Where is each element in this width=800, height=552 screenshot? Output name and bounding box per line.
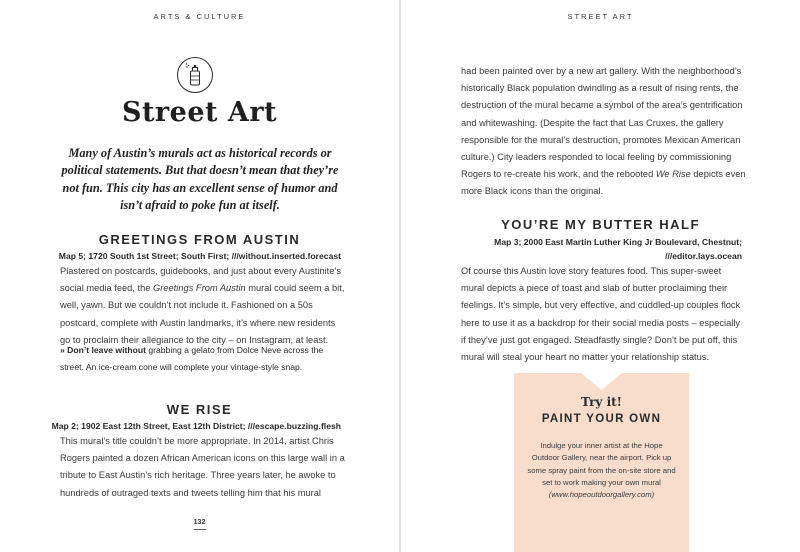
running-head-right: STREET ART (567, 12, 634, 21)
section-heading-greetings: GREETINGS FROM AUSTIN (98, 232, 301, 247)
box-notch (514, 373, 689, 391)
body-butter-half: Of course this Austin love story features food. This super-sweet mural depicts a piece of toast and slab of butter proclaiming their feelings. It’s simple, but very effective, and cuddled-up couples flock here to use it as a backdrop for their social media posts – especially if they’ve just got engaged. Steadfastly single? Don’t be put off, this mural will steal your heart no matter your relationship status. (461, 266, 741, 363)
try-it-label: Try it! (581, 395, 622, 409)
location-greetings: Map 5; 1720 South 1st Street; South First; ///without.inserted.forecast (58, 251, 341, 261)
page-number: 132 (193, 519, 206, 526)
location-we-rise: Map 2; 1902 East 12th Street, East 12th District; ///escape.buzzing.flesh (51, 421, 341, 431)
right-page (401, 0, 800, 552)
page-number-rule (194, 529, 206, 530)
page-title: Street Art (121, 97, 278, 128)
left-page (0, 0, 399, 552)
body-continued: had been painted over by a new art gallery. With the neighborhood’s historically Black population dwindling as a result of rising rents, the destruction of the mural became a symbol of the area’s gentrification and whitewashing. (Despite the fact that Las Cruxes, the gallery responsible for the mural’s destruction, promotes Mexican American culture.) City leaders responded to local feeling by commissioning Rogers to re-create his work, and the rebooted We Rise depicts even more Black icons than the original. (461, 66, 746, 197)
body-greetings: Plastered on postcards, guidebooks, and just about every Austinite’s social media feed, the Greetings From Austin mural could seem a bit, well, yawn. But we couldn’t not include it. Fashioned on a 50s postcard, complete with Austin landmarks, it’s where new residents go to proclaim their allegiance to the city – on Instagram, at least. (60, 266, 345, 345)
location-butter-half-line1: Map 3; 2000 East Martin Luther King Jr Boulevard, Chestnut; (494, 237, 742, 247)
try-it-url: (www.hopeoutdoorgallery.com) (548, 490, 655, 500)
body-we-rise: This mural’s title couldn’t be more appropriate. In 2014, artist Chris Rogers painted a dozen African American icons on this large wall in a tribute to East Austin’s rich heritage. Three years later, he awoke to hundreds of outraged texts and tweets telling him that his mural (60, 436, 345, 498)
section-heading-we-rise: WE RISE (166, 402, 233, 417)
location-butter-half-line2: ///editor.lays.ocean (665, 251, 742, 261)
tip-marker: » (60, 345, 65, 355)
try-it-heading: PAINT YOUR OWN (541, 413, 662, 425)
tip-dont-leave: » Don’t leave without grabbing a gelato from Dolce Neve across the street. An ice-cream cone will complete your vintage-style snap. (60, 345, 324, 372)
intro-paragraph: Many of Austin’s murals act as historical records or political statements. But that doesn’t mean that they’re not fun. This city has an excellent sense of humor and isn’t afraid to poke fun at itself. (61, 146, 339, 213)
running-head-left: ARTS & CULTURE (153, 12, 246, 21)
spray-can-icon (176, 56, 214, 94)
section-heading-butter-half: YOU’RE MY BUTTER HALF (501, 217, 700, 232)
try-it-box (514, 373, 689, 552)
try-it-body: Indulge your inner artist at the Hope Outdoor Gallery, near the airport. Pick up some spray paint from the on-site store and set to work making your own mural (www.hopeoutdoorgallery.com) (527, 441, 676, 500)
